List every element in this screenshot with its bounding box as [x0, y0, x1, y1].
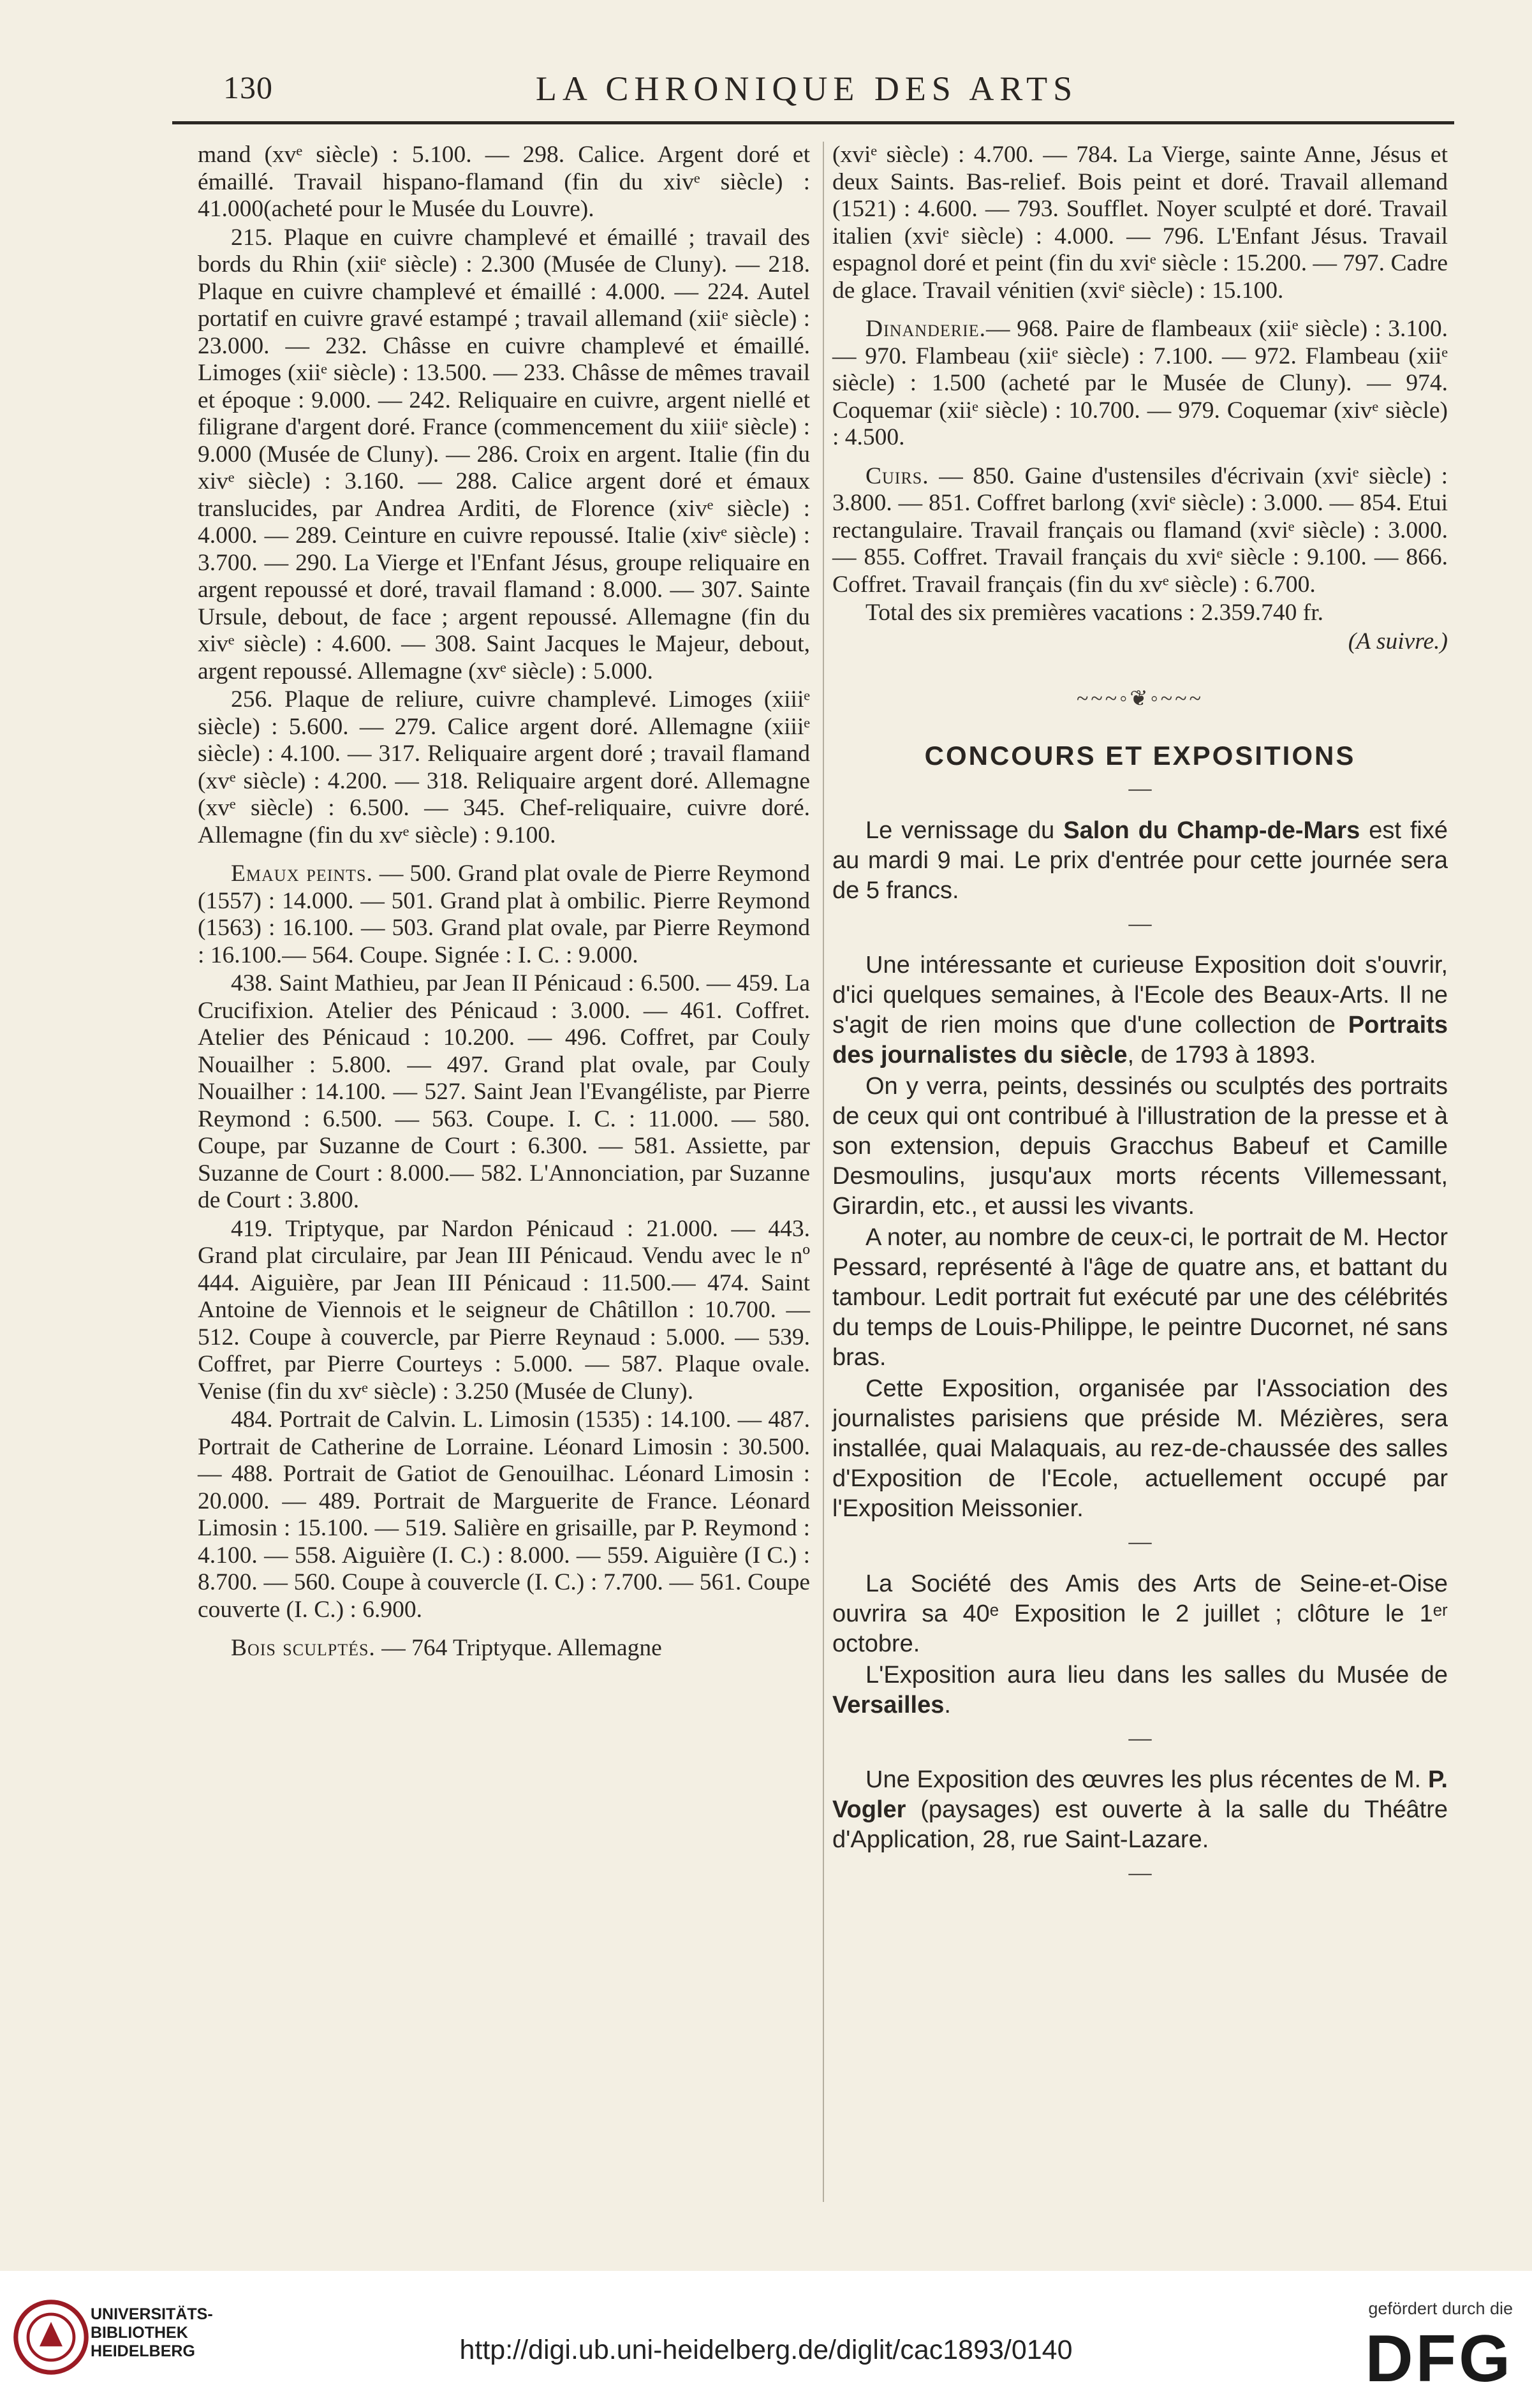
news-emphasis: P. Vogler: [832, 1766, 1448, 1823]
news-text: .: [944, 1691, 951, 1718]
news-text: L'Exposition aura lieu dans les salles du Musée de: [865, 1661, 1448, 1688]
left-column: [198, 142, 810, 1662]
news-block: [832, 816, 1448, 1886]
to-be-continued: (A suivre.): [1348, 628, 1448, 654]
digitization-footer: [0, 2271, 1532, 2408]
dinanderie-text: — 968. Paire de flambeaux (xiiᵉ siècle) : 3.100. — 970. Flambeau (xiiᵉ siècle) : 7.100. — 972. Flambeau (xiiᵉ siècle) : 1.500 (acheté par le Musée de Cluny). — 974. Coquemar (xiiᵉ siècle) : 10.700. — 979. Coquemar (xivᵉ siècle) : 4.500.: [832, 316, 1448, 450]
news-emphasis: Versailles: [832, 1691, 945, 1718]
left-paragraph: 256. Plaque de reliure, cuivre champlevé. Limoges (xiiiᵉ siècle) : 5.600. — 279. Calice argent doré. Allemagne (xiiiᵉ siècle) : 4.100. — 317. Reliquaire argent doré ; travail flamand (xvᵉ siècle) : 4.200. — 318. Reliquaire argent doré. Allemagne (xvᵉ siècle) : 6.500. — 345. Chef-reliquaire, cuivre doré. Allemagne (fin du xvᵉ siècle) : 9.100.: [198, 686, 810, 848]
dinanderie-label: Dinanderie.: [865, 316, 986, 342]
emaux-peints-label: Emaux peints.: [231, 861, 373, 887]
dfg-logo: DFG: [1365, 2322, 1513, 2396]
news-paragraph: [832, 1765, 1448, 1855]
separator-dash: —: [1128, 910, 1152, 936]
news-paragraph: [832, 950, 1448, 1070]
right-continuation: (xviᵉ siècle) : 4.700. — 784. La Vierge, sainte Anne, Jésus et deux Saints. Bas-relief. Bois peint et doré. Travail allemand (1521) : 4.600. — 793. Soufflet. Noyer sculpté et doré. Travail italien (xviᵉ siècle) : 4.000. — 796. L'Enfant Jésus. Travail espagnol doré et peint (fin du xviᵉ siècle : 15.200. — 797. Cadre de glace. Travail vénitien (xviᵉ siècle) : 15.100.: [832, 142, 1448, 304]
left-paragraph: 419. Triptyque, par Nardon Pénicaud : 21.000. — 443. Grand plat circulaire, par Jean III Pénicaud. Vendu avec le nº 444. Aiguière, par Jean III Pénicaud : 11.500.— 474. Saint Antoine de Viennois et le seigneur de Châtillon : 10.700. — 512. Coupe à couvercle, par Pierre Reynaud : 5.000. — 539. Coffret, par Pierre Courteys : 5.000. — 587. Plaque ovale. Venise (fin du xvᵉ siècle) : 3.250 (Musée de Cluny).: [198, 1215, 810, 1405]
separator-dash: —: [1128, 1528, 1152, 1554]
university-library-name: UNIVERSITÄTS- BIBLIOTHEK HEIDELBERG: [91, 2305, 213, 2360]
left-paragraph: 438. Saint Mathieu, par Jean II Pénicaud : 6.500. — 459. La Crucifixion. Atelier des Pénicaud : 3.000. — 461. Coffret. Atelier des Pénicaud : 10.200. — 496. Coffret, par Couly Nouailher : 5.800. — 497. Grand plat ovale, par Couly Nouailher : 14.100. — 527. Saint Jean l'Evangéliste, par Pierre Reymond : 6.500. — 563. Coupe. I. C. : 11.000. — 580. Coupe, par Suzanne de Court : 6.300. — 581. Assiette, par Suzanne de Court : 8.000.— 582. L'Annonciation, par Suzanne de Court : 3.800.: [198, 970, 810, 1213]
cuirs-text: — 850. Gaine d'ustensiles d'écrivain (xviᵉ siècle) : 3.800. — 851. Coffret barlong (xviᵉ siècle) : 3.000. — 854. Etui rectangulaire. Travail français ou flamand (xviᵉ siècle) : 3.000. — 855. Coffret. Travail français du xviᵉ siècle : 9.100. — 866. Coffret. Travail français (fin du xvᵉ siècle) : 6.700.: [832, 462, 1448, 598]
dinanderie-section: [832, 316, 1448, 452]
news-text: (paysages) est ouverte à la salle du Théâtre d'Application, 28, rue Saint-Lazare.: [832, 1796, 1448, 1853]
funding-text: gefördert durch die: [1368, 2299, 1513, 2318]
page-number: 130: [223, 70, 273, 105]
separator-dash: —: [1128, 775, 1152, 801]
sale-total: Total des six premières vacations : 2.359.740 fr.: [865, 600, 1324, 626]
left-paragraph: 484. Portrait de Calvin. L. Limosin (1535) : 14.100. — 487. Portrait de Catherine de Lorraine. Léonard Limosin : 30.500. — 488. Portrait de Gatiot de Genouilhac. Léonard Limosin : 20.000. — 489. Portrait de Marguerite de France. Léonard Limosin : 15.100. — 519. Salière en grisaille, par P. Reymond : 4.100. — 558. Aiguière (I. C.) : 8.000. — 559. Aiguière (I C.) : 8.700. — 560. Coupe à couvercle (I. C.) : 7.700. — 561. Coupe couverte (I. C.) : 6.900.: [198, 1407, 810, 1623]
separator-dash: —: [1128, 1859, 1152, 1885]
news-paragraph: On y verra, peints, dessinés ou sculptés des portraits de ceux qui ont contribué à l'illustration de la presse et à son extension, depuis Gracchus Babeuf et Camille Desmoulins, jusqu'aux morts récents Villemessant, Girardin, etc., et aussi les vivants.: [832, 1073, 1448, 1220]
cuirs-label: Cuirs.: [865, 462, 929, 489]
bois-sculptes-label: Bois sculptés.: [231, 1635, 376, 1661]
header-rule: [172, 121, 1454, 124]
bois-sculptes-section: [198, 1635, 810, 1662]
cuirs-section: [832, 463, 1448, 599]
left-paragraph: mand (xvᵉ siècle) : 5.100. — 298. Calice. Argent doré et émaillé. Travail hispano-flamand (fin du xivᵉ siècle) : 41.000(acheté pour le Musée du Louvre).: [198, 142, 810, 222]
news-paragraph: [832, 816, 1448, 906]
news-text: Le vernissage du: [865, 816, 1064, 844]
news-paragraph: La Société des Amis des Arts de Seine-et-Oise ouvrira sa 40ᵉ Exposition le 2 juillet ; clôture le 1ᵉʳ octobre.: [832, 1570, 1448, 1657]
news-paragraph: A noter, au nombre de ceux-ci, le portrait de M. Hector Pessard, représenté à l'âge de quatre ans, et battant du tambour. Ledit portrait fut exécuté par une des célébrités du temps de Louis-Philippe, le peintre Ducornet, né sans bras.: [832, 1224, 1448, 1371]
permalink-url[interactable]: http://digi.ub.uni-heidelberg.de/diglit/cac1893/0140: [459, 2335, 1073, 2365]
running-head: [159, 69, 1454, 114]
news-text: est fixé au mardi 9 mai. Le prix d'entrée pour cette journée sera de 5 francs.: [832, 816, 1448, 904]
journal-title: LA CHRONIQUE DES ARTS: [535, 70, 1079, 108]
separator-dash: —: [1128, 1724, 1152, 1750]
bois-sculptes-text: — 764 Triptyque. Allemagne: [381, 1635, 662, 1661]
news-paragraph: [832, 1660, 1448, 1720]
right-column: [832, 142, 1448, 1900]
news-text: Une intéressante et curieuse Exposition doit s'ouvrir, d'ici quelques semaines, à l'Ecole des Beaux-Arts. Il ne s'agit de rien moins que d'une collection de: [832, 952, 1448, 1038]
news-emphasis: Salon du Champ-de-Mars: [1063, 816, 1360, 844]
emaux-peints-text: — 500. Grand plat ovale de Pierre Reymond (1557) : 14.000. — 501. Grand plat à ombilic. Pierre Reymond (1563) : 16.100. — 503. Grand plat ovale, par Pierre Reymond : 16.100.— 564. Coupe. Signée : I. C. : 9.000.: [198, 861, 810, 968]
news-text: , de 1793 à 1893.: [1127, 1042, 1316, 1068]
news-emphasis: Portraits des journalistes du siècle: [832, 1012, 1448, 1068]
news-text: Une Exposition des œuvres les plus récentes de M.: [865, 1766, 1428, 1793]
column-divider: [823, 142, 824, 2202]
news-paragraph: Cette Exposition, organisée par l'Association des journalistes parisiens que préside M. Mézières, sera installée, quai Malaquais, au rez-de-chaussée des salles d'Exposition de l'Ecole, actuellement occupé par l'Exposition Meissonier.: [832, 1375, 1448, 1522]
emaux-peints-section: [198, 861, 810, 969]
section-heading: CONCOURS ET EXPOSITIONS: [924, 740, 1356, 771]
ornament-divider: ~~~◦❦◦~~~: [1077, 687, 1204, 711]
left-paragraph: 215. Plaque en cuivre champlevé et émaillé ; travail des bords du Rhin (xiiᵉ siècle) : 2.300 (Musée de Cluny). — 218. Plaque en cuivre champlevé et émaillé : 4.000. — 224. Autel portatif en cuivre gravé estampé ; travail allemand (xiiᵉ siècle) : 23.000. — 232. Châsse en cuivre champlevé et émaillé. Limoges (xiiᵉ siècle) : 13.500. — 233. Châsse de mêmes travail et époque : 9.000. — 242. Reliquaire en cuivre, argent niellé et filigrane d'argent doré. France (commencement du xiiiᵉ siècle) : 9.000 (Musée de Cluny). — 286. Croix en argent. Italie (fin du xivᵉ siècle) : 3.160. — 288. Calice argent doré et émaux translucides, par Andrea Arditi, de Florence (xivᵉ siècle) : 4.000. — 289. Ceinture en cuivre repoussé. Italie (xivᵉ siècle) : 3.700. — 290. La Vierge et l'Enfant Jésus, groupe reliquaire en argent repoussé et doré, travail flamand : 8.000. — 307. Sainte Ursule, debout, de face ; argent repoussé. Allemagne (fin du xivᵉ siècle) : 4.600. — 308. Saint Jacques le Majeur, debout, argent repoussé. Allemagne (xvᵉ siècle) : 5.000.: [198, 224, 810, 684]
